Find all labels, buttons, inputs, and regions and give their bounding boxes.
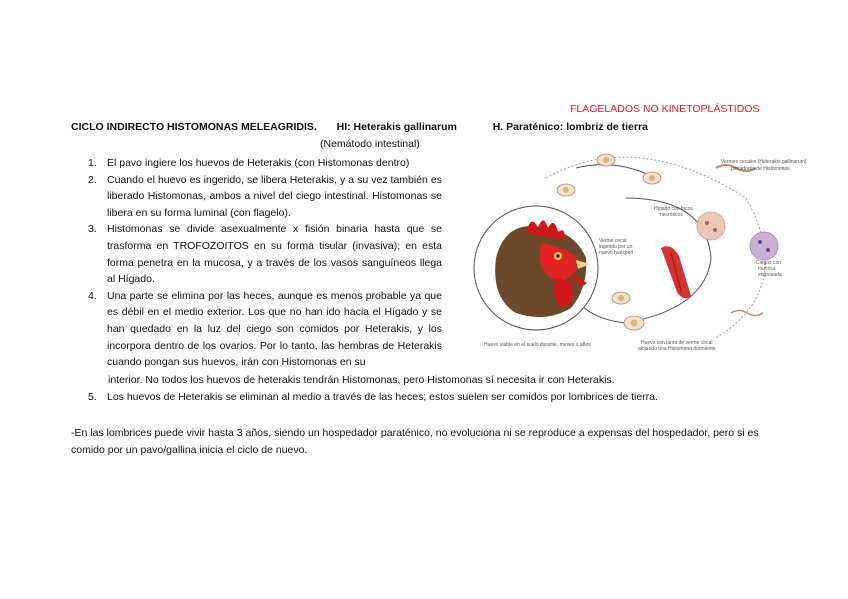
list-item-4-continuation: interior. No todos los huevos de heterakis tendrán Histomonas, pero Histomonas sí necesita ir con Heterakis.: [108, 374, 615, 386]
label-verme-1: Verme cecal: [599, 238, 627, 244]
document-title-row: [71, 121, 648, 133]
title-punct: .: [313, 121, 317, 133]
label-ciegos-2: mucosa: [758, 266, 776, 272]
cycle-steps-list: [88, 155, 442, 371]
cycle-title: CICLO INDIRECTO HISTOMONAS MELEAGRIDIS: [71, 121, 314, 133]
egg-icon: [597, 154, 615, 166]
ceca-tissue-icon: [750, 232, 778, 260]
label-verme-2: ingerido por un: [599, 244, 633, 250]
egg-icon: [557, 184, 575, 196]
subtitle-nematode: (Nemátodo intestinal): [320, 138, 420, 150]
list-item: 2. Cuando el huevo es ingerido, se libera Heterakis, y a su vez también es liberado Histomonas, ambos a nivel del ciego intestinal. Histomonas se libera en su forma luminal (con flagelo).: [88, 173, 442, 219]
earthworm-note: -En las lombrices puede vivir hasta 3 años, siendo un hospedador paraténico, no evoluciona ni se reproduce a expensas del hospedador, pero si es comido por un pavo/gallina inicia el ciclo de nuevo.: [71, 427, 759, 456]
egg-icon: [612, 292, 630, 304]
definitive-host-label: HI: Heterakis gallinarum: [336, 121, 457, 133]
label-vermes-cecales: Vermes cecales (Heterakis gallinarum): [721, 159, 807, 165]
egg-icon: [643, 172, 661, 184]
liver-tissue-icon: [697, 212, 725, 240]
list-item: 5. Los huevos de Heterakis se eliminan al medio a través de las heces; estos suelen ser comidos por lombrices de tierra.: [88, 391, 658, 403]
label-portadores: portadores de Histomonas: [731, 166, 790, 172]
label-higado-2: necróticos: [660, 212, 683, 218]
page-header-red-title: FLAGELADOS NO KINETOPLÁSTIDOS: [570, 103, 760, 115]
label-huevo-larva-1: Huevo con larva de verme cecal: [641, 340, 713, 346]
list-item: 4. Una parte se elimina por las heces, aunque es menos probable ya que es débil en el medio exterior. Los que no han ido hacia el Hígado y se han quedado en la luz del ciego son comidos por Heterakis, y los incorpora dentro de los ovarios. Por lo tanto, las hembras de Heterakis cuando pongan sus huevos, irán con Histomonas en su: [88, 289, 442, 369]
list-item: 3. Histomonas se divide asexualmente x fisión binaria hasta que se trasforma en TROFOZOITOS en su forma tisular (invasiva); en esta forma penetra en la mucosa, y a través de los vasos sanguíneos llega al Hígado.: [88, 223, 442, 286]
label-verme-3: nuevo huésped: [599, 250, 634, 256]
label-higado-1: Hígado con focos: [654, 206, 693, 212]
label-huevo-larva-2: alojando una Histomona durmiente: [638, 346, 716, 352]
label-ciegos-3: engrosada: [758, 272, 782, 278]
rooster-head-image: [474, 206, 598, 330]
label-huevo-viable: Huevo viable en el suelo durante, meses o años: [484, 342, 591, 348]
life-cycle-figure: [476, 138, 807, 364]
list-item: 1. El pavo ingiere los huevos de Heterakis (con Histomonas dentro): [88, 157, 410, 169]
paratenic-host-label: H. Paraténico: lombriz de tierra: [492, 121, 648, 133]
label-ciegos-1: Ciegos con: [756, 260, 782, 266]
egg-icon: [624, 316, 644, 330]
